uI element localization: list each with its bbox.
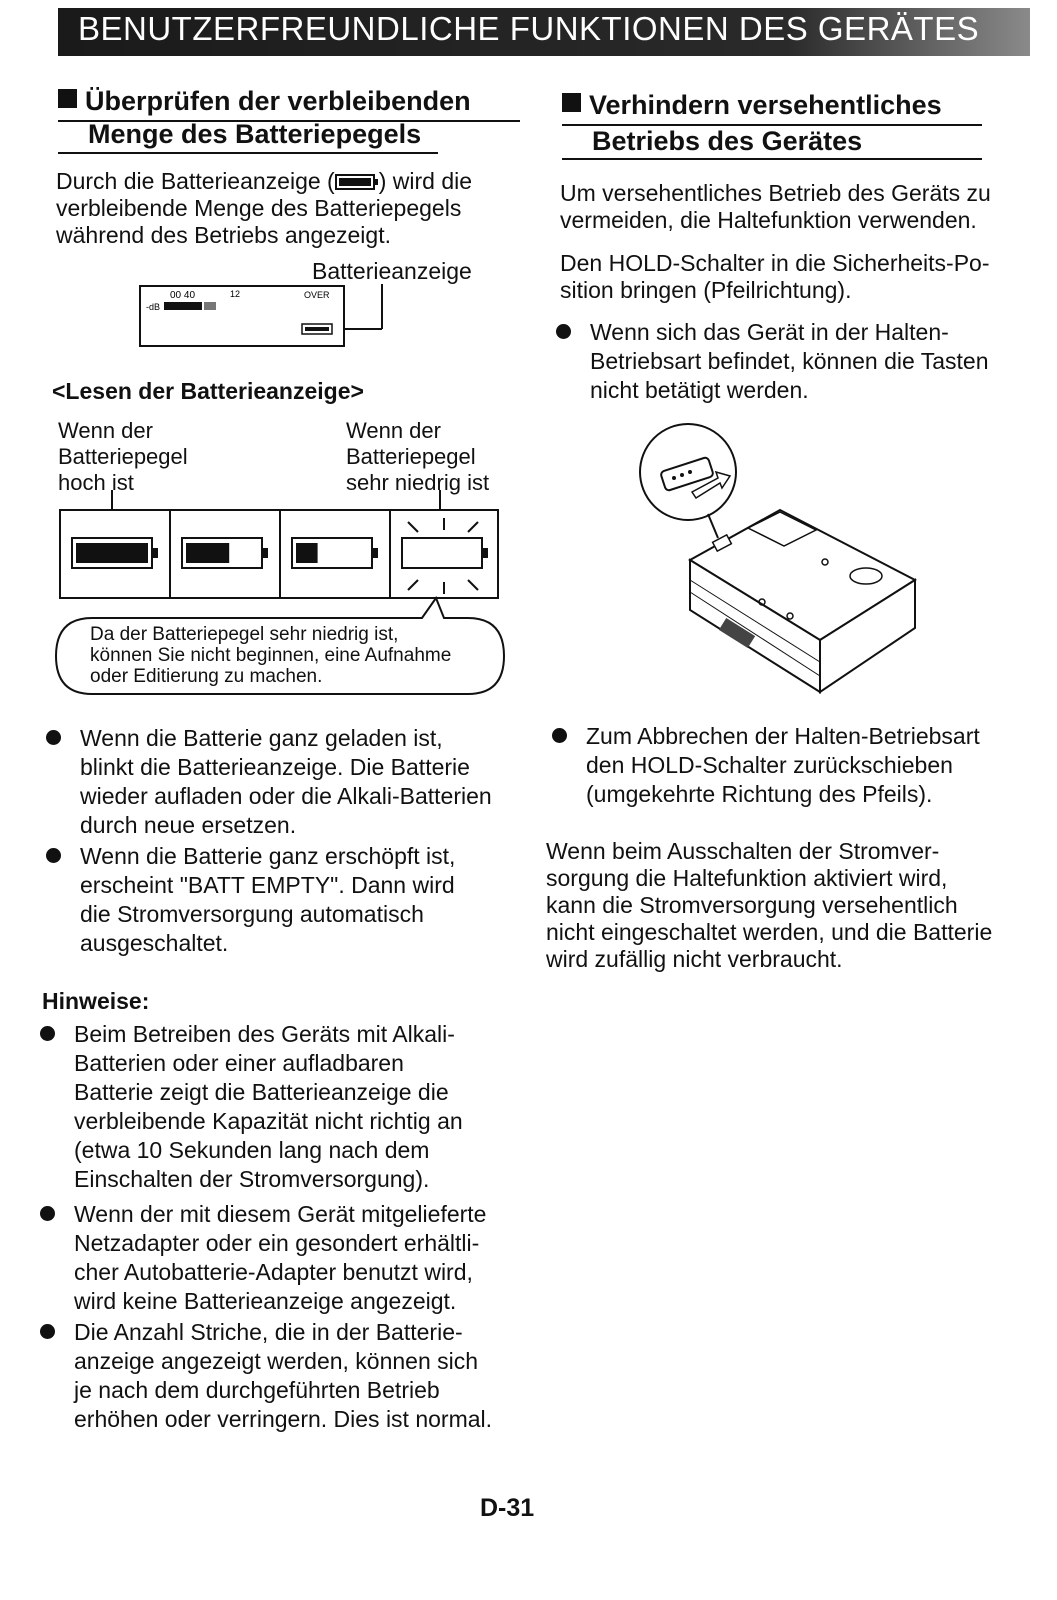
- device-illustration: [630, 410, 930, 705]
- list-item: Wenn die Batterie ganz geladen ist, blinkt die Batterieanzeige. Die Batterie wieder aufladen oder die Alkali-Batterien durch neue ersetzen.: [46, 724, 516, 840]
- list-item: Wenn sich das Gerät in der Halten- Betriebsart befindet, können die Tasten nicht betätigt werden.: [556, 318, 1026, 405]
- bullet-icon: [556, 324, 571, 339]
- bullet-icon: [46, 848, 61, 863]
- list-item: Zum Abbrechen der Halten-Betriebsart den HOLD-Schalter zurückschieben (umgekehrte Richtung des Pfeils).: [552, 722, 1022, 809]
- hold-note-paragraph: Wenn beim Ausschalten der Stromver- sorgung die Haltefunktion aktiviert wird, kann die Stromversorgung versehentlich nicht eingeschaltet werden, und die Batterie wird zufällig nicht verbraucht.: [546, 838, 993, 972]
- bullet-icon: [40, 1026, 55, 1041]
- battery-fill-full: [76, 543, 148, 563]
- lcd-level-meter-dim: [204, 302, 216, 310]
- battery-terminal: [262, 548, 268, 558]
- section-title-hold: Verhindern versehentliches: [562, 88, 942, 122]
- bullet-icon: [552, 728, 567, 743]
- read-heading: <Lesen der Batterieanzeige>: [52, 378, 364, 404]
- lcd-text-level: 00 40: [170, 290, 196, 301]
- bullet-icon: [40, 1324, 55, 1339]
- lcd-text-db: -dB: [146, 302, 161, 312]
- lcd-text-over: OVER: [304, 290, 330, 300]
- lcd-level-meter: [164, 302, 202, 310]
- battery-fill-two-thirds: [186, 543, 229, 563]
- label-low-level: Wenn der Batteriepegel sehr niedrig ist: [346, 418, 490, 495]
- square-bullet-icon: [58, 89, 77, 108]
- battery-level-strip: [58, 490, 504, 604]
- page-number: D-31: [480, 1494, 535, 1522]
- note-bubble-text: Da der Batteriepegel sehr niedrig ist, können Sie nicht beginnen, eine Aufnahme oder Editierung zu machen.: [90, 624, 452, 687]
- battery-terminal: [372, 548, 378, 558]
- battery-terminal: [152, 548, 158, 558]
- bullet-icon: [40, 1206, 55, 1221]
- subtitle-underline: [58, 152, 438, 154]
- lcd-display-figure: [138, 284, 388, 348]
- label-high-level: Wenn der Batteriepegel hoch ist: [58, 418, 188, 495]
- hold-instruction-paragraph: Den HOLD-Schalter in die Sicherheits-Po- sition bringen (Pfeilrichtung).: [560, 250, 990, 303]
- callout-label-battery-indicator: Batterieanzeige: [312, 258, 472, 284]
- section-subtitle-hold: Betriebs des Gerätes: [592, 126, 863, 156]
- battery-icon-empty-blinking: [402, 538, 482, 568]
- list-item: Wenn die Batterie ganz erschöpft ist, erscheint "BATT EMPTY". Dann wird die Stromversorgung automatisch ausgeschaltet.: [46, 842, 516, 958]
- section-subtitle-battery: Menge des Batteriepegels: [88, 119, 422, 149]
- intro-paragraph: Durch die Batterieanzeige ( ) wird die verbleibende Menge des Batteriepegels während des Betriebs angezeigt.: [56, 168, 473, 248]
- bullet-icon: [46, 730, 61, 745]
- page-title: BENUTZERFREUNDLICHE FUNKTIONEN DES GERÄTES: [78, 10, 980, 47]
- list-item: Beim Betreiben des Geräts mit Alkali- Batterien oder einer aufladbaren Batterie zeigt die Batterieanzeige die verbleibende Kapazität nicht richtig an (etwa 10 Sekunden lang nach dem Einschalten der Stromversorgung).: [40, 1020, 510, 1194]
- square-bullet-icon: [562, 93, 581, 112]
- lcd-text-12: 12: [230, 289, 241, 299]
- battery-terminal: [482, 548, 488, 558]
- battery-indicator-icon: [335, 173, 379, 191]
- section-title-battery: Überprüfen der verbleibenden: [58, 84, 471, 118]
- list-item: Die Anzahl Striche, die in der Batterie- anzeige angezeigt werden, können sich je nach dem durchgeführten Betrieb erhöhen oder verringern. Dies ist normal.: [40, 1318, 510, 1434]
- battery-fill-one-third: [296, 543, 318, 563]
- notes-heading: Hinweise:: [42, 988, 150, 1014]
- hold-intro-paragraph: Um versehentliches Betrieb des Geräts zu vermeiden, die Haltefunktion verwenden.: [560, 180, 991, 233]
- subtitle-underline: [562, 158, 982, 160]
- list-item: Wenn der mit diesem Gerät mitgelieferte Netzadapter oder ein gesondert erhältli- cher Autobatterie-Adapter benutzt wird, wird keine Batterieanzeige angezeigt.: [40, 1200, 510, 1316]
